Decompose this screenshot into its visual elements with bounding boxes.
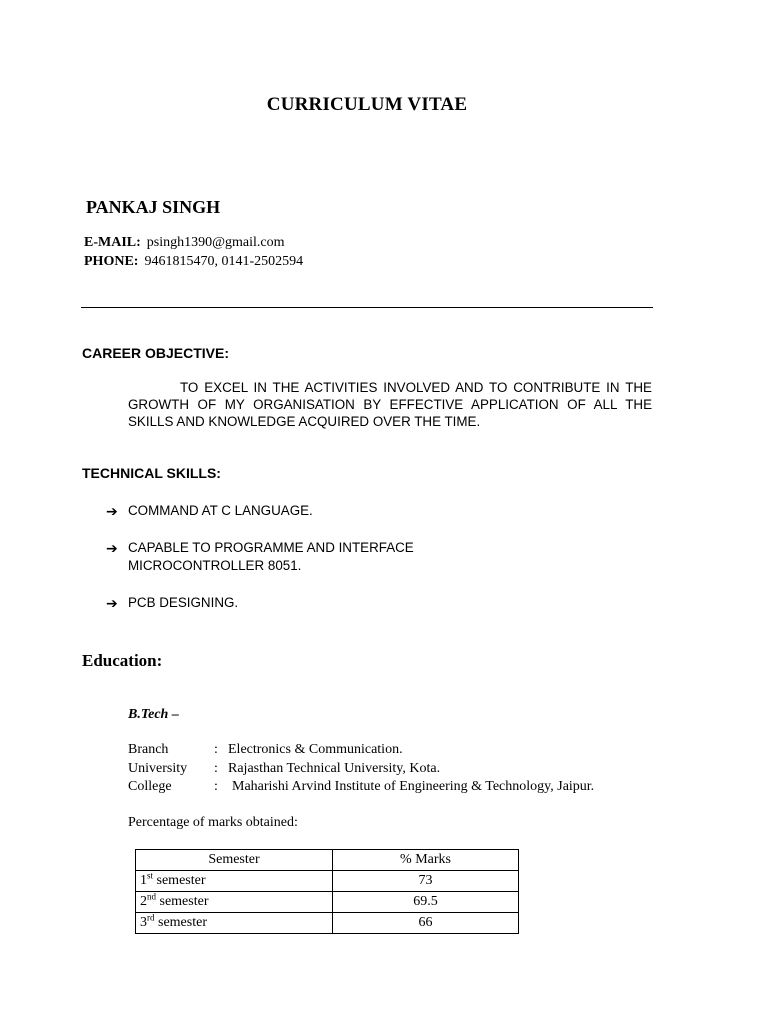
phone-label: PHONE: <box>84 254 139 269</box>
skill-item <box>106 594 488 612</box>
right-arrow-icon: ➔ <box>106 503 118 519</box>
phone-line <box>84 254 303 270</box>
career-objective-heading: CAREER OBJECTIVE: <box>82 345 230 361</box>
marks-cell: 73 <box>333 871 519 892</box>
candidate-name: PANKAJ SINGH <box>86 197 221 217</box>
degree-title: B.Tech – <box>128 707 179 722</box>
skill-text: PCB DESIGNING. <box>128 595 239 610</box>
marks-label: Percentage of marks obtained: <box>128 815 298 830</box>
college-row <box>128 779 594 795</box>
phone-value: 9461815470, 0141-2502594 <box>144 254 304 269</box>
right-arrow-icon: ➔ <box>106 595 118 611</box>
detail-key: Branch <box>128 742 169 757</box>
marks-cell: 69.5 <box>333 892 519 913</box>
email-value: psingh1390@gmail.com <box>146 235 285 250</box>
column-header-semester: Semester <box>136 850 333 871</box>
table-row <box>136 892 519 913</box>
semester-label: semester <box>153 873 206 888</box>
education-heading: Education: <box>82 651 163 670</box>
semester-label: semester <box>156 894 209 909</box>
detail-separator: : <box>214 761 218 776</box>
semester-label: semester <box>154 915 207 930</box>
detail-key: University <box>128 761 188 776</box>
detail-value: Rajasthan Technical University, Kota. <box>228 761 441 776</box>
column-header-marks: % Marks <box>333 850 519 871</box>
semester-ordinal: nd <box>147 891 156 902</box>
detail-value: Electronics & Communication. <box>228 742 403 757</box>
university-row <box>128 761 440 777</box>
semester-cell <box>136 913 333 934</box>
semester-number: 3 <box>140 915 147 930</box>
semester-cell <box>136 871 333 892</box>
branch-row <box>128 742 403 758</box>
skill-text: CAPABLE TO PROGRAMME AND INTERFACE MICROCONTROLLER 8051. <box>128 540 414 573</box>
technical-skills-heading: TECHNICAL SKILLS: <box>82 465 221 481</box>
table-header-row <box>136 850 519 871</box>
skill-text: COMMAND AT C LANGUAGE. <box>128 503 313 518</box>
detail-key: College <box>128 779 172 794</box>
marks-cell: 66 <box>333 913 519 934</box>
skill-item <box>106 539 488 575</box>
email-label: E-MAIL: <box>84 235 141 250</box>
marks-table <box>135 849 519 934</box>
semester-ordinal: st <box>147 870 154 881</box>
detail-separator: : <box>214 779 218 794</box>
page-title: CURRICULUM VITAE <box>266 94 468 115</box>
horizontal-divider <box>81 307 653 308</box>
detail-value: Maharishi Arvind Institute of Engineering & Technology, Jaipur. <box>232 779 595 794</box>
semester-number: 2 <box>140 894 147 909</box>
skill-item <box>106 502 488 520</box>
semester-number: 1 <box>140 873 147 888</box>
table-row <box>136 871 519 892</box>
table-row <box>136 913 519 934</box>
career-objective-text: TO EXCEL IN THE ACTIVITIES INVOLVED AND TO CONTRIBUTE IN THE GROWTH OF MY ORGANISATION BY EFFECTIVE APPLICATION OF ALL THE SKILLS AND KNOWLEDGE ACQUIRED OVER THE TIME. <box>128 380 652 429</box>
email-line <box>84 235 285 251</box>
semester-cell <box>136 892 333 913</box>
right-arrow-icon: ➔ <box>106 540 118 556</box>
detail-separator: : <box>214 742 218 757</box>
semester-ordinal: rd <box>147 912 155 923</box>
